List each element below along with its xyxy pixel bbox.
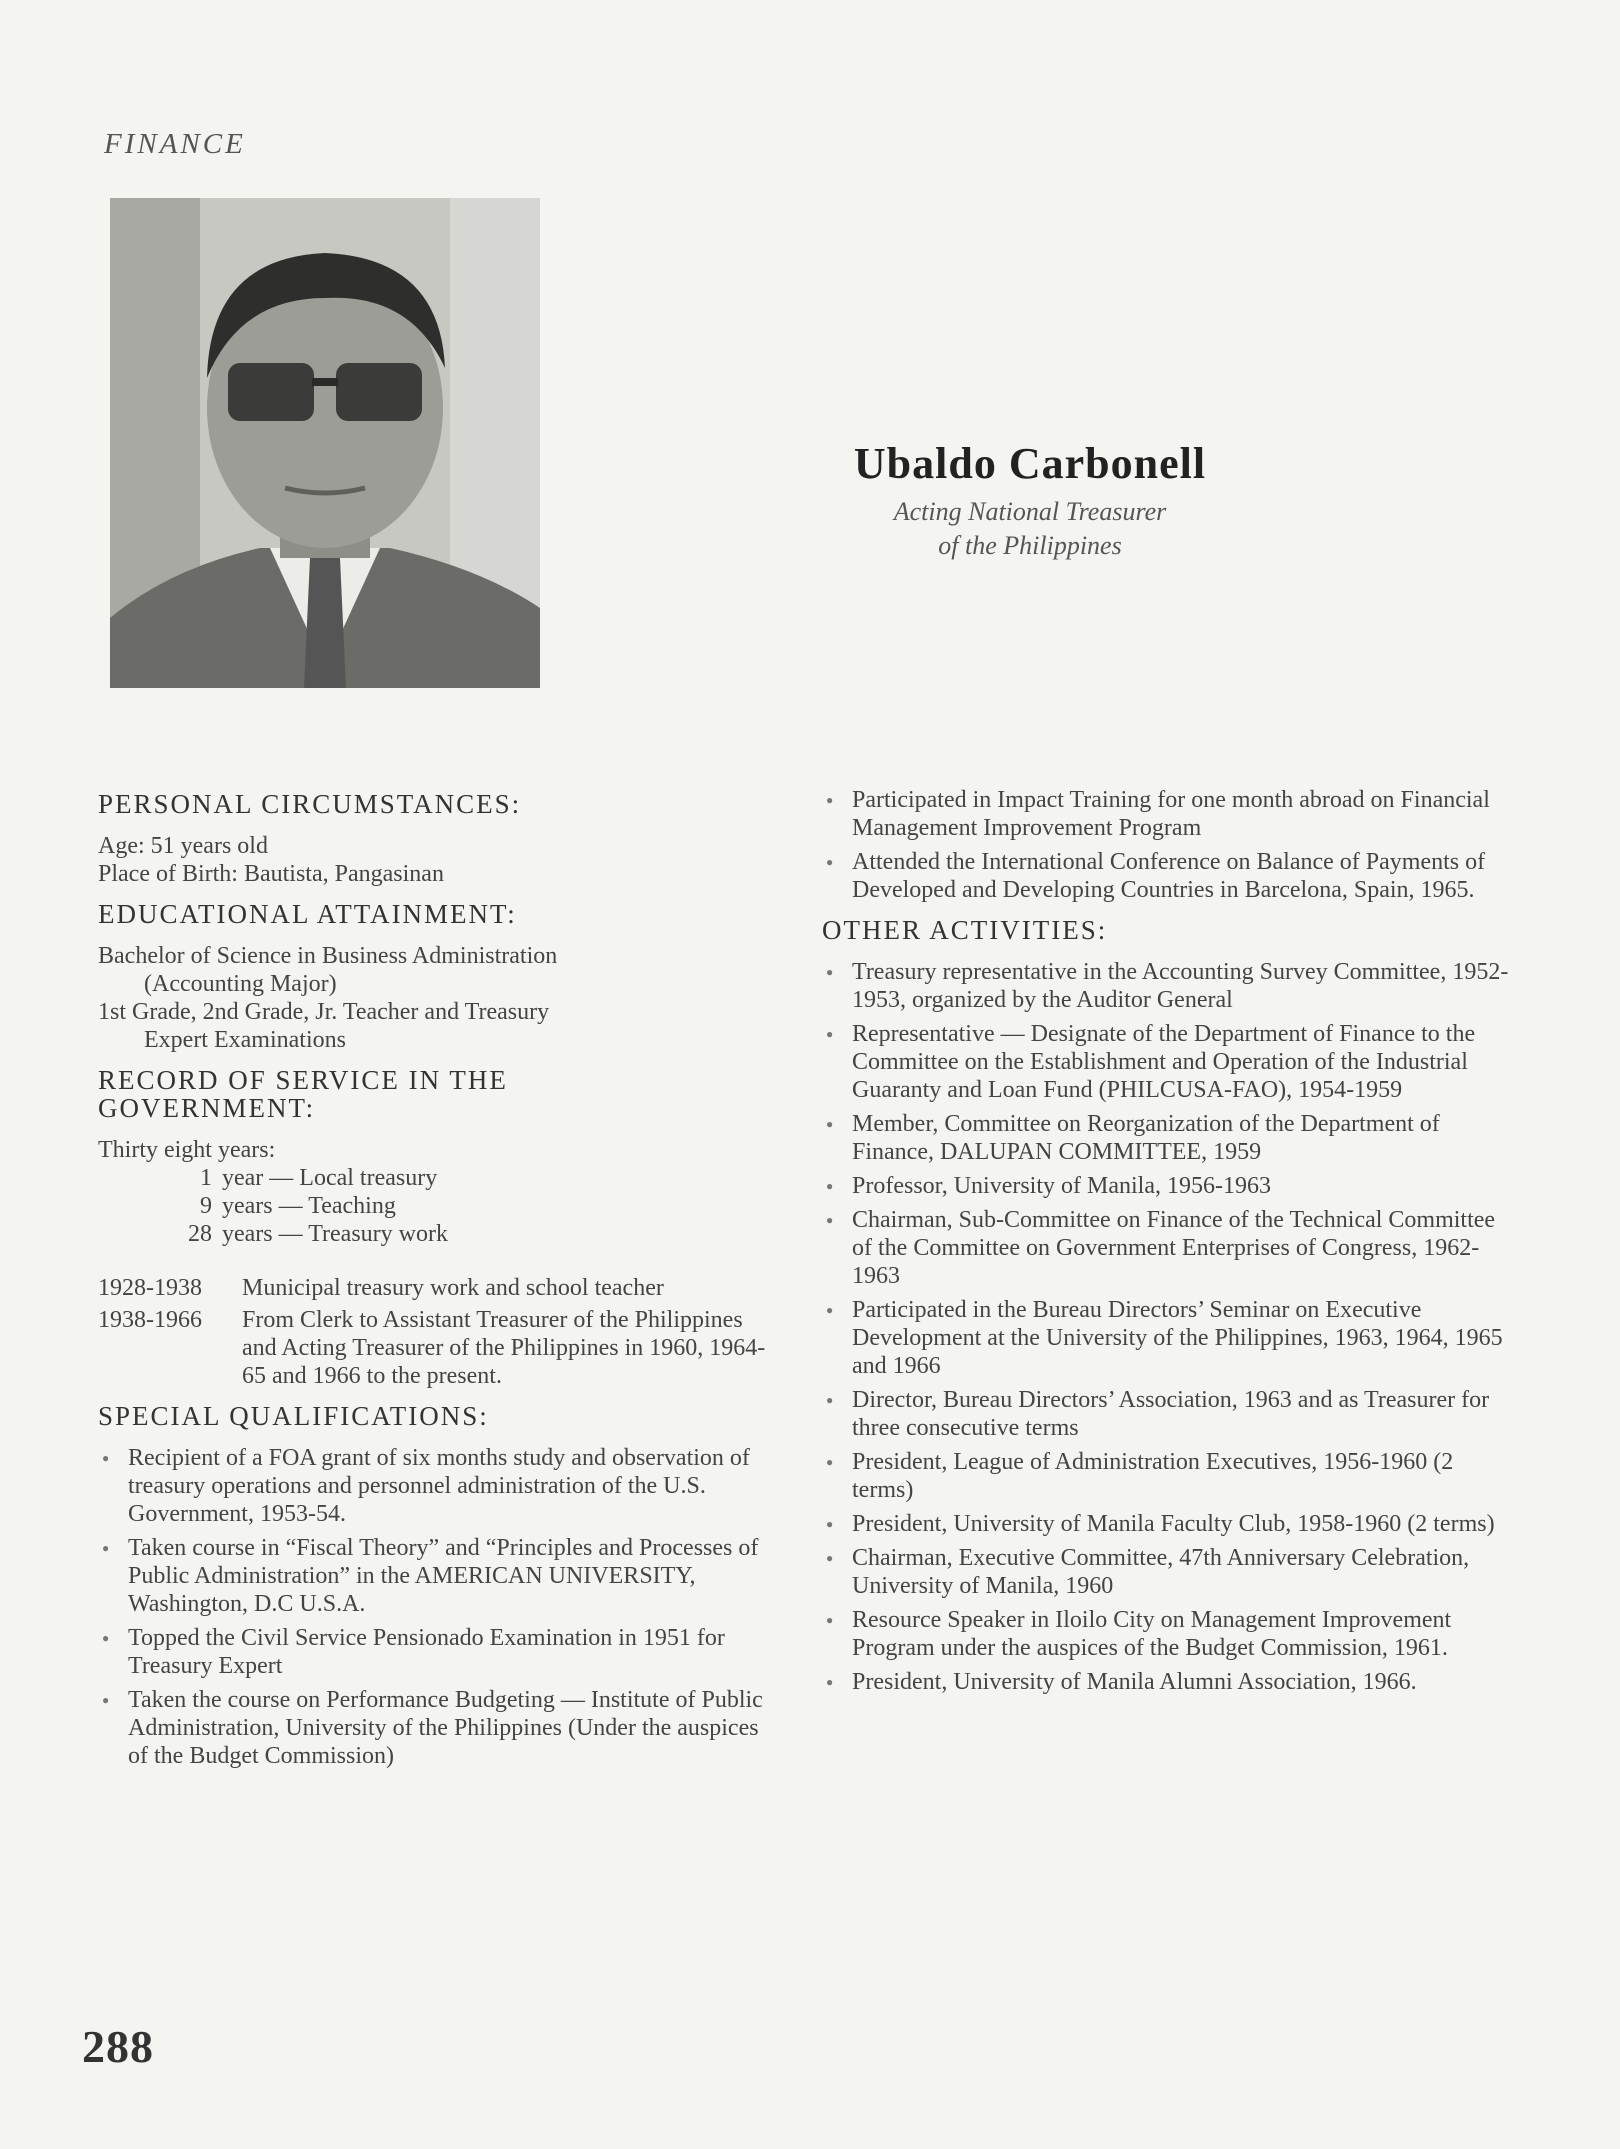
qualifications-heading: SPECIAL QUALIFICATIONS:: [98, 1401, 489, 1431]
degree-line2: (Accounting Major): [144, 971, 337, 997]
service-total: Thirty eight years:: [98, 1137, 276, 1163]
activity-item: ● Member, Committee on Reorganization of the Department of Finance, DALUPAN COMMITTEE, 1959: [822, 1110, 1510, 1166]
page-number: 288: [82, 2021, 154, 2072]
age-line: Age: 51 years old: [98, 833, 268, 859]
exams-line1: 1st Grade, 2nd Grade, Jr. Teacher and Treasury: [98, 999, 550, 1025]
activities-heading: OTHER ACTIVITIES:: [822, 915, 1108, 945]
record-text: Municipal treasury work and school teacher: [242, 1275, 664, 1301]
record-period: 1938-1966: [98, 1307, 202, 1333]
activity-item: ● Chairman, Executive Committee, 47th Anniversary Celebration, University of Manila, 1960: [822, 1544, 1510, 1600]
right-column: [822, 786, 1510, 1702]
activity-item: ● Chairman, Sub-Committee on Finance of the Technical Committee of the Committee on Government Enterprises of Congress, 1962-1963: [822, 1206, 1510, 1290]
activity-item: ● President, University of Manila Alumni Association, 1966.: [822, 1668, 1510, 1696]
exams-line2: Expert Examinations: [144, 1027, 346, 1053]
breakdown-text: year — Local treasury: [222, 1165, 438, 1191]
service-record: [98, 1306, 780, 1390]
degree-line1: Bachelor of Science in Business Administration: [98, 943, 558, 969]
qualification-item: ● Attended the International Conference on Balance of Payments of Developed and Developing Countries in Barcelona, Spain, 1965.: [822, 848, 1510, 904]
qualification-item: ● Topped the Civil Service Pensionado Examination in 1951 for Treasury Expert: [98, 1624, 780, 1680]
section-tag: FINANCE: [104, 128, 246, 160]
record-text: From Clerk to Assistant Treasurer of the Philippines and Acting Treasurer of the Philippines in 1960, 1964-65 and 1966 to the present.: [242, 1307, 766, 1389]
person-title-line2: of the Philippines: [938, 531, 1122, 560]
service-heading-line1: RECORD OF SERVICE IN THE: [98, 1065, 508, 1095]
name-block: [830, 438, 1230, 563]
activity-item: ● Director, Bureau Directors’ Association, 1963 and as Treasurer for three consecutive terms: [822, 1386, 1510, 1442]
activity-item: ● Resource Speaker in Iloilo City on Management Improvement Program under the auspices of the Budget Commission, 1961.: [822, 1606, 1510, 1662]
activity-item: ● Representative — Designate of the Department of Finance to the Committee on the Establishment and Operation of the Industrial Guaranty and Loan Fund (PHILCUSA-FAO), 1954-1959: [822, 1020, 1510, 1104]
breakdown-text: years — Teaching: [222, 1193, 396, 1219]
qualification-item: ● Participated in Impact Training for one month abroad on Financial Management Improvement Program: [822, 786, 1510, 842]
person-name: Ubaldo Carbonell: [853, 439, 1207, 488]
service-breakdown-item: [98, 1220, 780, 1248]
personal-heading: PERSONAL CIRCUMSTANCES:: [98, 789, 522, 819]
service-heading-line2: GOVERNMENT:: [98, 1093, 316, 1123]
activity-item: ● Participated in the Bureau Directors’ Seminar on Executive Development at the University of the Philippines, 1963, 1964, 1965 and 1966: [822, 1296, 1510, 1380]
breakdown-years: 1: [200, 1165, 212, 1191]
birthplace-line: Place of Birth: Bautista, Pangasinan: [98, 861, 444, 887]
breakdown-years: 9: [200, 1193, 212, 1219]
breakdown-text: years — Treasury work: [222, 1221, 448, 1247]
service-breakdown-item: [98, 1192, 780, 1220]
portrait-illustration: [110, 198, 540, 688]
person-title-line1: Acting National Treasurer: [893, 497, 1167, 526]
activity-item: ● Treasury representative in the Accounting Survey Committee, 1952-1953, organized by the Auditor General: [822, 958, 1510, 1014]
qualification-item: ● Taken course in “Fiscal Theory” and “Principles and Processes of Public Administration” in the AMERICAN UNIVERSITY, Washington, D.C U.S.A.: [98, 1534, 780, 1618]
activity-item: ● President, University of Manila Faculty Club, 1958-1960 (2 terms): [822, 1510, 1510, 1538]
activity-item: ● Professor, University of Manila, 1956-1963: [822, 1172, 1510, 1200]
left-column: [98, 778, 780, 1776]
qualification-item: ● Recipient of a FOA grant of six months study and observation of treasury operations and personnel administration of the U.S. Government, 1953-54.: [98, 1444, 780, 1528]
service-record: [98, 1274, 780, 1302]
education-heading: EDUCATIONAL ATTAINMENT:: [98, 899, 517, 929]
activity-item: ● President, League of Administration Executives, 1956-1960 (2 terms): [822, 1448, 1510, 1504]
qualification-item: ● Taken the course on Performance Budgeting — Institute of Public Administration, University of the Philippines (Under the auspices of the Budget Commission): [98, 1686, 780, 1770]
breakdown-years: 28: [188, 1221, 212, 1247]
record-period: 1928-1938: [98, 1275, 202, 1301]
service-breakdown-item: [98, 1164, 780, 1192]
portrait-photo: [110, 198, 540, 688]
